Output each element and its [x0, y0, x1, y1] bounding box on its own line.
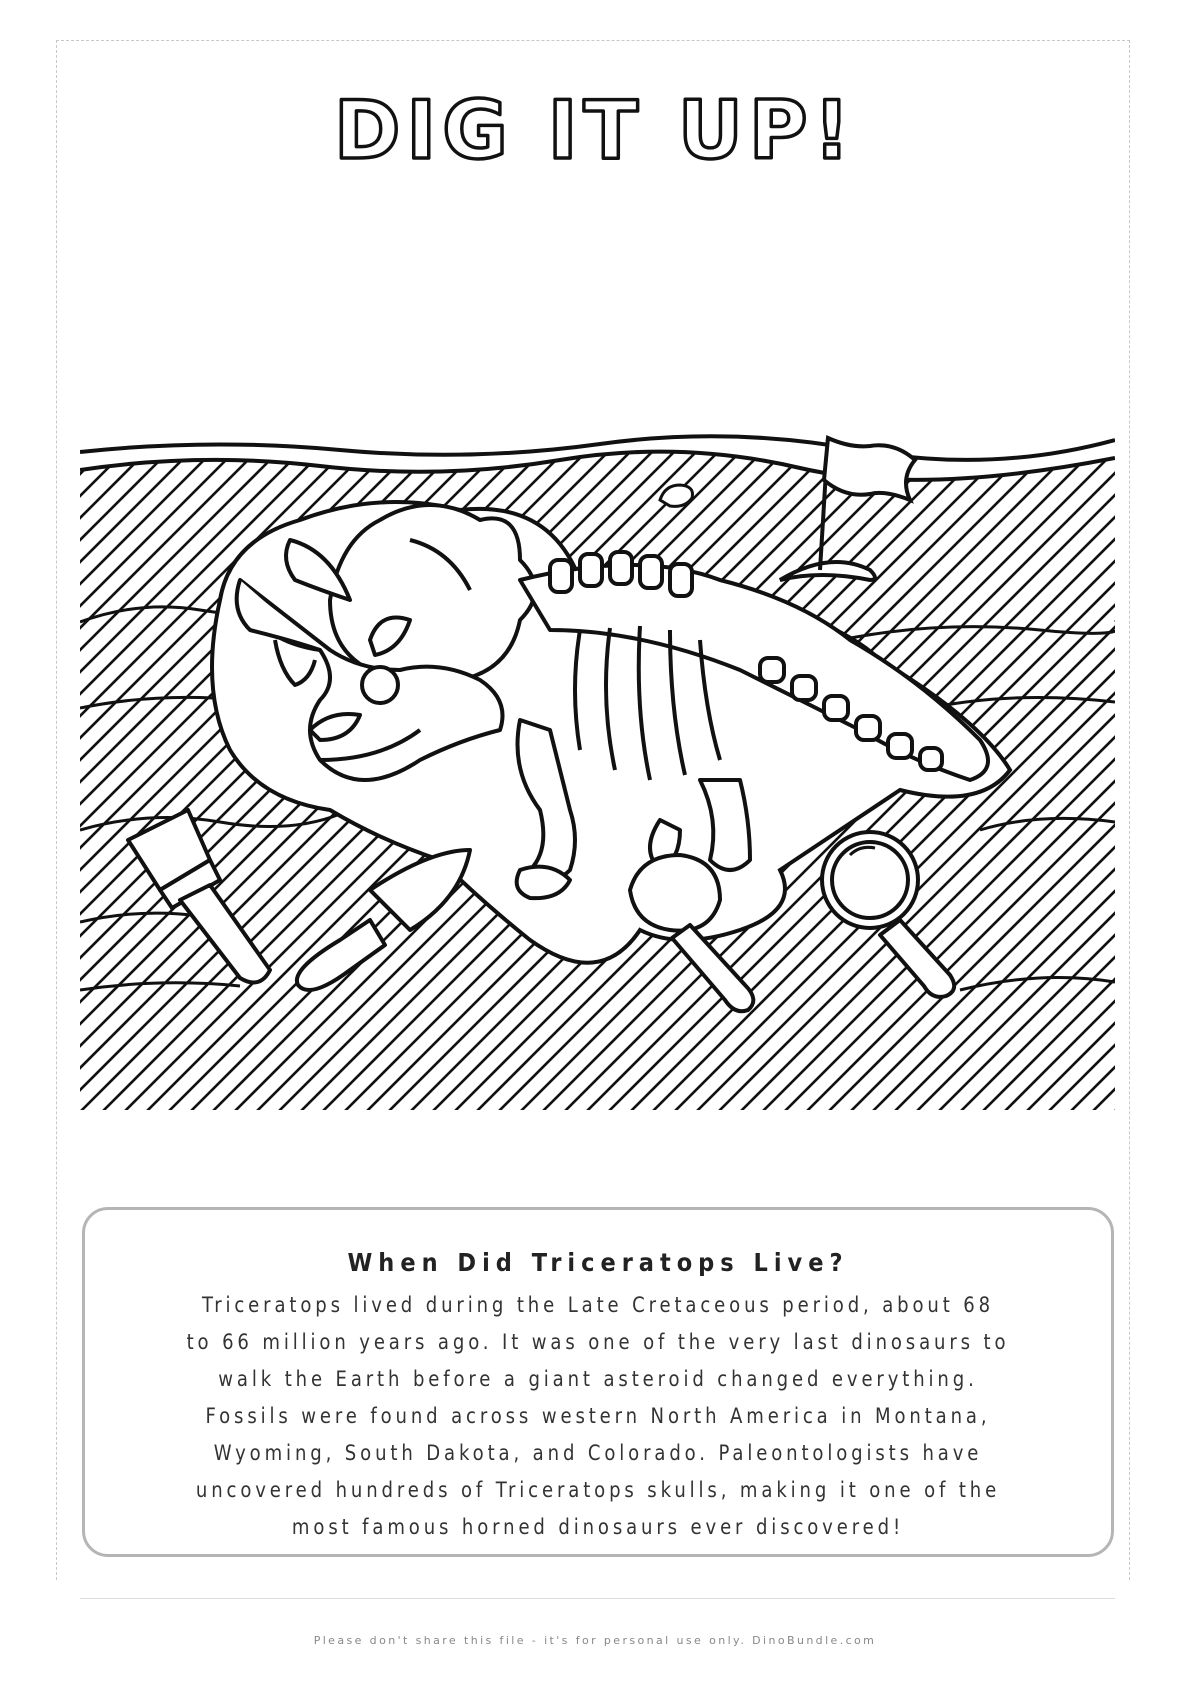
hatch-line: [80, 430, 212, 1110]
dig-site-illustration: [80, 430, 1115, 1110]
flag-icon: [780, 438, 915, 580]
footer-notice: Please don't share this file - it's for personal use only. DinoBundle.com: [313, 1634, 877, 1647]
page-title: [0, 80, 1190, 190]
info-body: Triceratops lived during the Late Cretaceous period, about 68 to 66 million years ago. It was one of the very last dinosaurs to walk the Earth before a giant asteroid changed everything. Fossils were found across western North America in Montana, Wyoming, South Dakota, and Colorado. Paleontologists have uncovered hundreds of Triceratops skulls, making it one of the most famous horned dinosaurs ever discovered!: [186, 1293, 1010, 1539]
paintbrush-icon: [128, 810, 270, 983]
info-box: [82, 1207, 1114, 1557]
magnifying-glass-icon: [822, 832, 954, 997]
info-heading: When Did Triceratops Live?: [347, 1248, 849, 1277]
rock-icon: [660, 485, 693, 506]
page-title-text: DIG IT UP!: [334, 84, 856, 177]
footer-divider: [80, 1598, 1115, 1599]
